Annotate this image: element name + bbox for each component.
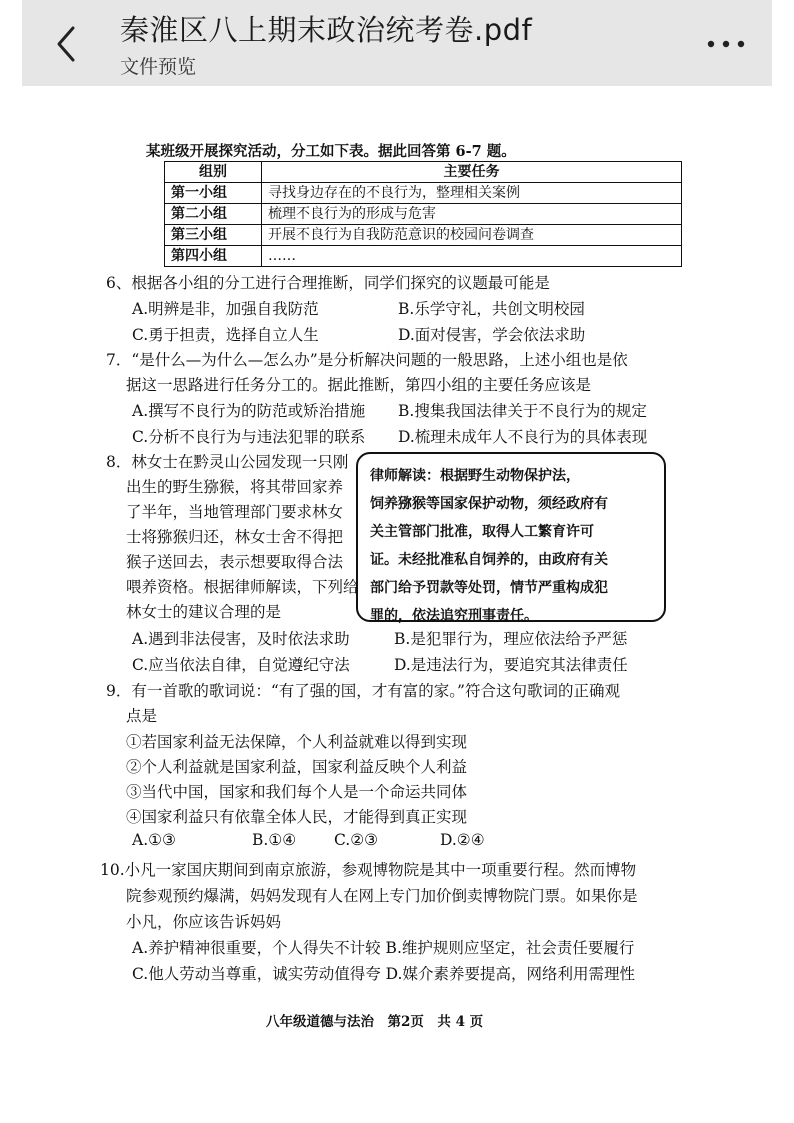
- more-horizontal-icon: [706, 39, 746, 49]
- pdf-page[interactable]: [88, 134, 688, 1044]
- table-header: 主要任务: [262, 162, 682, 183]
- question-8-option-c: C.应当依法自律，自觉遵纪守法: [132, 656, 350, 674]
- table-row: [165, 225, 682, 246]
- question-10-options-cd: C.他人劳动当尊重，诚实劳动值得夸 D.媒介素养要提高，网络利用需理性: [132, 965, 635, 983]
- lawyer-line: 饲养猕猴等国家保护动物，须经政府有: [370, 496, 608, 512]
- table-header-row: [165, 162, 682, 183]
- question-9-option-c: C.②③: [334, 831, 379, 849]
- question-9-statement: ①若国家利益无法保障，个人利益就难以得到实现: [126, 733, 468, 751]
- lawyer-line: 关主管部门批准，取得人工繁育许可: [370, 524, 594, 540]
- table-row: [165, 204, 682, 225]
- chevron-left-icon: [55, 25, 77, 63]
- question-7-stem-line2: 据这一思路进行任务分工的。据此推断，第四小组的主要任务应该是: [126, 376, 592, 394]
- table-cell: 第四小组: [165, 246, 262, 267]
- question-8-line: 林女士的建议合理的是: [126, 603, 282, 621]
- question-9-option-d: D.②④: [440, 831, 485, 849]
- question-9-statement: ②个人利益就是国家利益，国家利益反映个人利益: [126, 758, 468, 776]
- question-8-line: 猴子送回去，表示想要取得合法: [126, 553, 344, 571]
- table-cell: 第二小组: [165, 204, 262, 225]
- question-7-stem-line1: 7．“是什么—为什么—怎么办”是分析解决问题的一般思路，上述小组也是依: [106, 351, 628, 369]
- lawyer-line: 律师解读：根据野生动物保护法，: [370, 468, 580, 484]
- table-cell: 第三小组: [165, 225, 262, 246]
- question-7-option-a: A.撰写不良行为的防范或矫治措施: [132, 402, 366, 420]
- question-6-option-d: D.面对侵害，学会依法求助: [398, 326, 586, 344]
- question-10-stem-line3: 小凡，你应该告诉妈妈: [126, 913, 282, 931]
- question-8-line: 喂养资格。根据律师解读，下列给: [126, 578, 359, 596]
- question-8-line: 8．林女士在黔灵山公园发现一只刚: [106, 453, 349, 471]
- question-8-option-d: D.是违法行为，要追究其法律责任: [394, 656, 628, 674]
- question-10-stem-line1: 10.小凡一家国庆期间到南京旅游，参观博物院是其中一项重要行程。然而博物: [100, 861, 637, 879]
- intro-text: 某班级开展探究活动，分工如下表。据此回答第 6-7 题。: [146, 143, 516, 160]
- file-title: 秦淮区八上期末政治统考卷.pdf: [120, 13, 533, 47]
- lawyer-line: 部门给予罚款等处罚，情节严重构成犯: [370, 580, 608, 596]
- table-row: [165, 183, 682, 204]
- question-8-option-a: A.遇到非法侵害，及时依法求助: [132, 630, 350, 648]
- lawyer-line: 证。未经批准私自饲养的，由政府有关: [370, 552, 608, 568]
- question-8-option-b: B.是犯罪行为，理应依法给予严惩: [394, 630, 628, 648]
- table-cell: 第一小组: [165, 183, 262, 204]
- lawyer-explanation-box: [356, 452, 666, 622]
- table-cell: 梳理不良行为的形成与危害: [262, 204, 682, 225]
- question-6-stem: 6、根据各小组的分工进行合理推断，同学们探究的议题最可能是: [106, 274, 550, 292]
- table-cell: 开展不良行为自我防范意识的校园问卷调查: [262, 225, 682, 246]
- question-10-options-ab: A.养护精神很重要，个人得失不计较 B.维护规则应坚定，社会责任要履行: [132, 939, 635, 957]
- question-8-line: 出生的野生猕猴，将其带回家养: [126, 478, 344, 496]
- question-9-option-b: B.①④: [252, 831, 297, 849]
- table-row: [165, 246, 682, 267]
- question-7-option-b: B.搜集我国法律关于不良行为的规定: [398, 402, 647, 420]
- question-6-option-c: C.勇于担责，选择自立人生: [132, 326, 319, 344]
- table-cell: 寻找身边存在的不良行为，整理相关案例: [262, 183, 682, 204]
- question-9-stem-line1: 9．有一首歌的歌词说：“有了强的国，才有富的家。”符合这句歌词的正确观: [106, 682, 620, 700]
- back-button[interactable]: [48, 22, 84, 66]
- question-9-statement: ④国家利益只有依靠全体人民，才能得到真正实现: [126, 808, 468, 826]
- table-cell: ……: [262, 246, 682, 267]
- more-button[interactable]: [702, 24, 750, 64]
- question-7-option-d: D.梳理未成年人不良行为的具体表现: [398, 428, 648, 446]
- group-task-table: [164, 161, 682, 267]
- table-header: 组别: [165, 162, 262, 183]
- file-preview-header: [22, 0, 772, 86]
- question-9-statement: ③当代中国，国家和我们每个人是一个命运共同体: [126, 783, 468, 801]
- question-9-stem-line2: 点是: [126, 707, 158, 725]
- question-6-option-b: B.乐学守礼，共创文明校园: [398, 300, 585, 318]
- question-9-option-a: A.①③: [132, 831, 176, 849]
- file-preview-label: 文件预览: [120, 56, 197, 78]
- question-8-line: 士将猕猴归还，林女士舍不得把: [126, 528, 344, 546]
- question-10-stem-line2: 院参观预约爆满，妈妈发现有人在网上专门加价倒卖博物院门票。如果你是: [126, 887, 638, 905]
- question-6-option-a: A.明辨是非，加强自我防范: [132, 300, 319, 318]
- lawyer-line: 罪的，依法追究刑事责任。: [370, 608, 538, 624]
- question-8-line: 了半年，当地管理部门要求林女: [126, 503, 344, 521]
- question-7-option-c: C.分析不良行为与违法犯罪的联系: [132, 428, 366, 446]
- page-footer: 八年级道德与法治 第2页 共 4 页: [266, 1014, 484, 1030]
